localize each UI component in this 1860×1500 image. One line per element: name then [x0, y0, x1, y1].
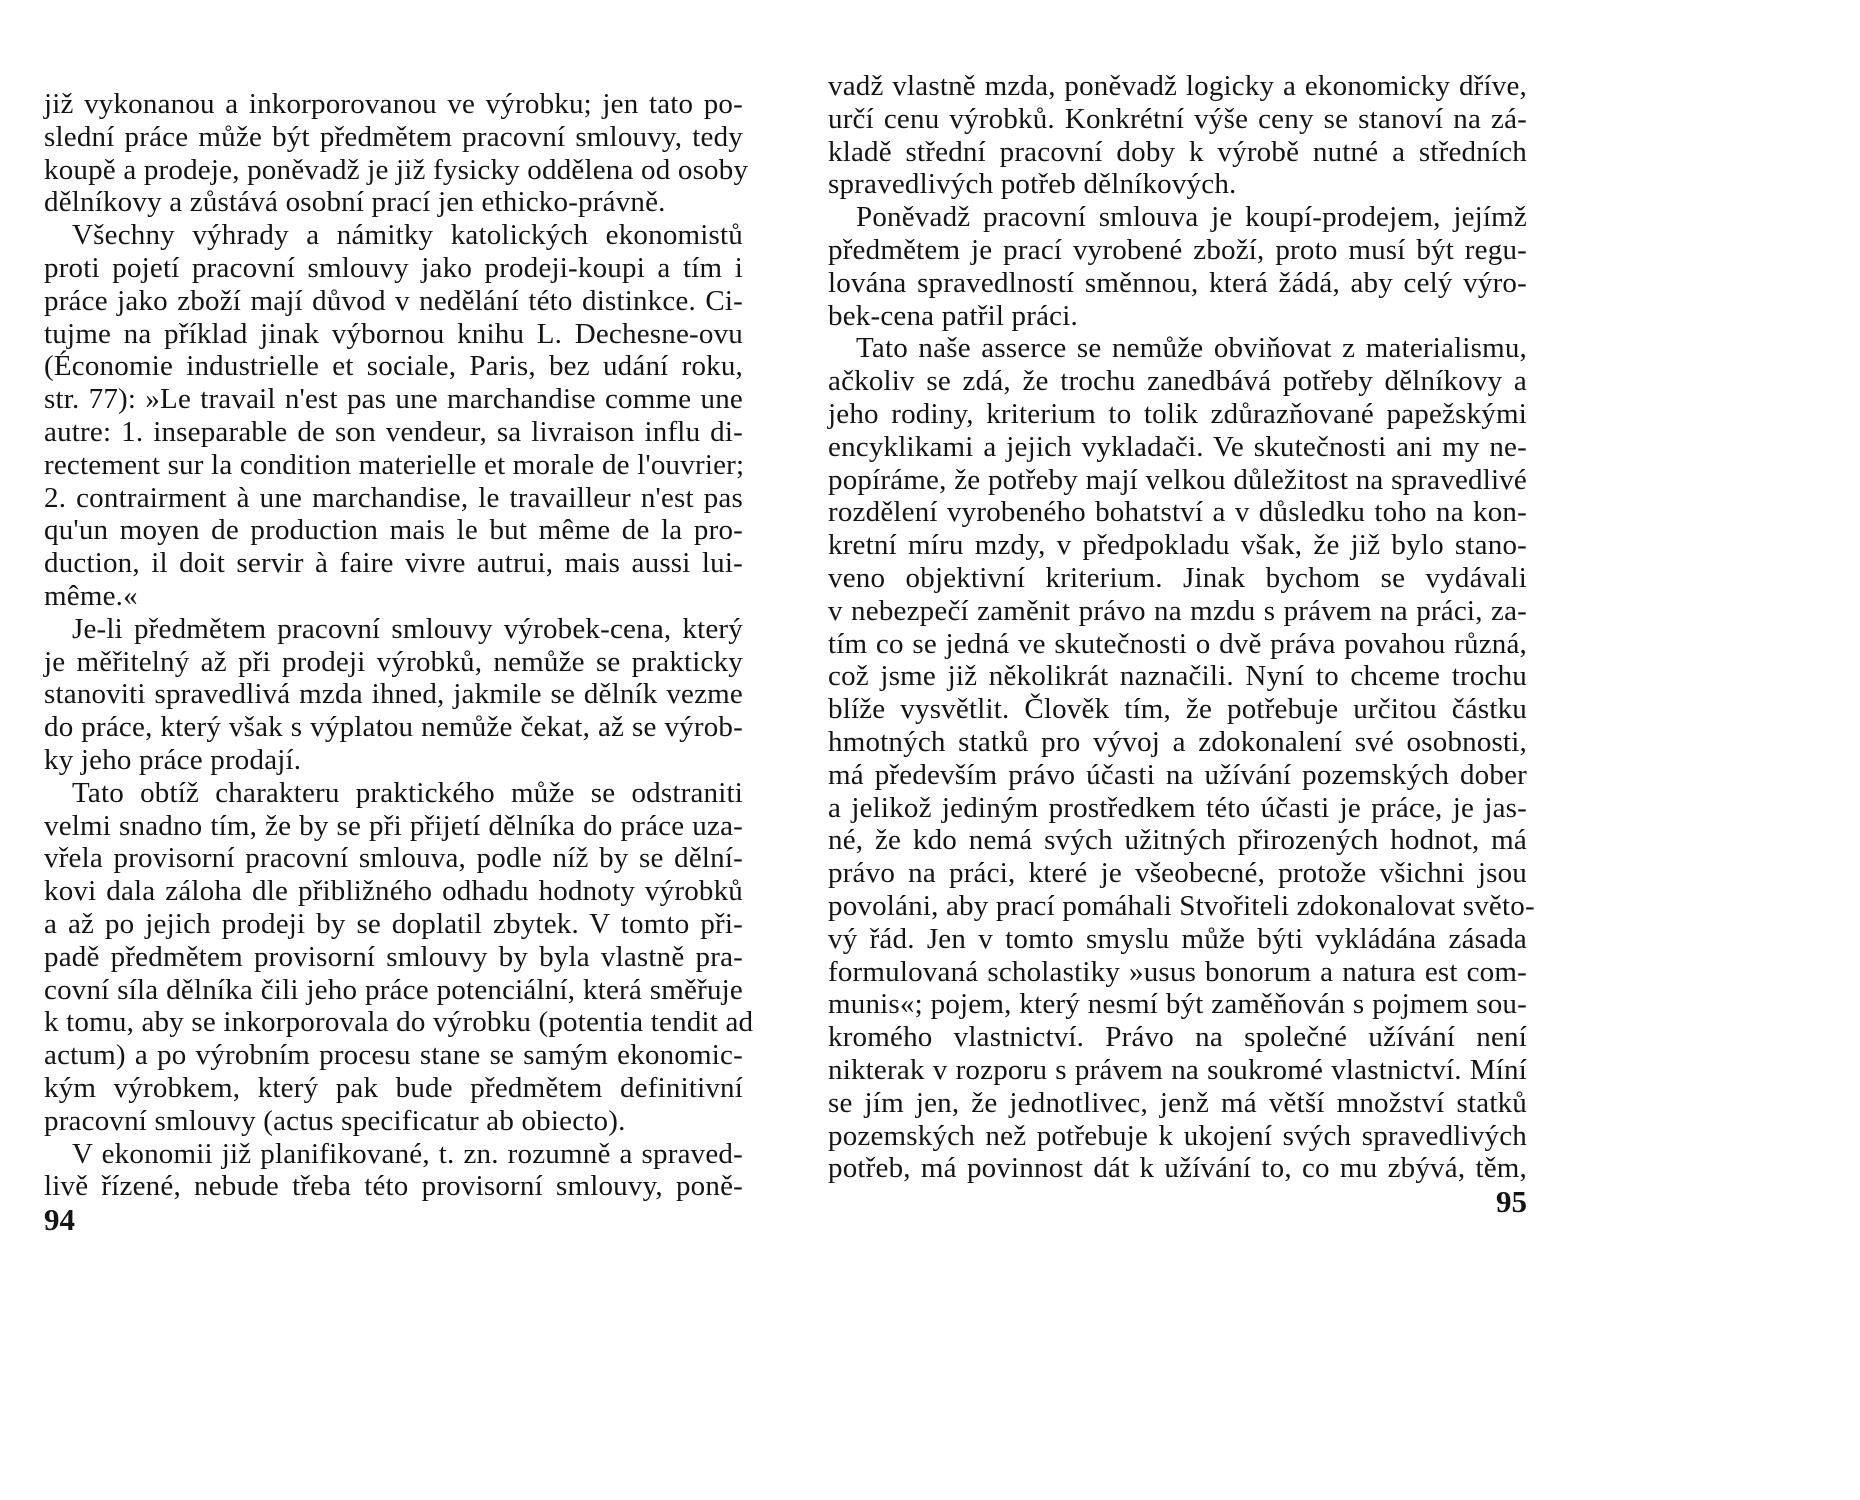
text-line: kromého vlastnictví. Právo na společné užívání není: [828, 1021, 1527, 1053]
text-line: blíže vysvětlit. Člověk tím, že potřebuje určitou částku: [828, 693, 1527, 725]
right-page: [828, 0, 1860, 1500]
text-line: proti pojetí pracovní smlouvy jako prodeji-koupi a tím i: [44, 252, 743, 284]
text-line: veno objektivní kriterium. Jinak bychom se vydávali: [828, 562, 1527, 594]
text-line: má především právo účasti na užívání pozemských dober: [828, 759, 1527, 791]
text-line: právo na práci, které je všeobecné, protože všichni jsou: [828, 857, 1527, 889]
text-line: je měřitelný až při prodeji výrobků, nemůže se prakticky: [44, 646, 743, 678]
text-line: vřela provisorní pracovní smlouva, podle níž by se dělní-: [44, 842, 743, 874]
text-line: Tato obtíž charakteru praktického může se odstraniti: [72, 777, 743, 809]
text-line: qu'un moyen de production mais le but même de la pro-: [44, 514, 743, 546]
text-line: duction, il doit servir à faire vivre autrui, mais aussi lui-: [44, 547, 743, 579]
text-line: velmi snadno tím, že by se při přijetí dělníka do práce uza-: [44, 810, 743, 842]
text-line: lována spravedlností směnnou, která žádá, aby celý výro-: [828, 267, 1527, 299]
text-line: ky jeho práce prodají.: [44, 744, 302, 776]
text-line: a jelikož jediným prostředkem této účasti je práce, je jas-: [828, 792, 1527, 824]
text-line: Je-li předmětem pracovní smlouvy výrobek-cena, který: [72, 613, 743, 645]
text-line: tujme na příklad jinak výbornou knihu L. Dechesne-ovu: [44, 318, 743, 350]
text-line: dělníkovy a zůstává osobní prací jen ethicko-právně.: [44, 186, 666, 218]
text-line: encyklikami a jejich vykladači. Ve skutečnosti ani my ne-: [828, 431, 1527, 463]
text-line: k tomu, aby se inkorporovala do výrobku (potentia tendit ad: [44, 1006, 754, 1038]
text-line: Tato naše asserce se nemůže obviňovat z materialismu,: [856, 332, 1527, 364]
text-line: covní síla dělníka čili jeho práce potenciální, která směřuje: [44, 974, 743, 1006]
text-line: kým výrobkem, který pak bude předmětem definitivní: [44, 1072, 743, 1104]
text-line: do práce, který však s výplatou nemůže čekat, až se výrob-: [44, 711, 743, 743]
text-line: pozemských než potřebuje k ukojení svých spravedlivých: [828, 1120, 1527, 1152]
text-line: Poněvadž pracovní smlouva je koupí-prodejem, jejímž: [856, 201, 1527, 233]
text-line: v nebezpečí zaměnit právo na mzdu s právem na práci, za-: [828, 595, 1527, 627]
text-line: livě řízené, nebude třeba této provisorní smlouvy, poně-: [44, 1170, 743, 1202]
text-line: padě předmětem provisorní smlouvy by byla vlastně pra-: [44, 941, 743, 973]
text-line: kladě střední pracovní doby k výrobě nutné a středních: [828, 136, 1527, 168]
text-line: stanoviti spravedlivá mzda ihned, jakmile se dělník vezme: [44, 678, 743, 710]
text-line: potřeb, má povinnost dát k užívání to, co mu zbývá, těm,: [828, 1152, 1527, 1184]
text-line: formulovaná scholastiky »usus bonorum a natura est com-: [828, 956, 1527, 988]
text-line: (Économie industrielle et sociale, Paris, bez udání roku,: [44, 350, 743, 382]
text-line: povoláni, aby prací pomáhali Stvořiteli zdokonalovat světo-: [828, 890, 1535, 922]
text-line: rozdělení vyrobeného bohatství a v důsledku toho na kon-: [828, 496, 1527, 528]
text-line: kretní míru mzdy, v předpokladu však, že již bylo stano-: [828, 529, 1527, 561]
text-line: pracovní smlouvy (actus specificatur ab obiecto).: [44, 1105, 626, 1137]
text-line: même.«: [44, 580, 138, 612]
text-line: a až po jejich prodeji by se doplatil zbytek. V tomto při-: [44, 908, 743, 940]
text-line: bek-cena patřil práci.: [828, 300, 1078, 332]
text-line: koupě a prodeje, poněvadž je již fysicky oddělena od osoby: [44, 154, 749, 186]
text-line: popíráme, že potřeby mají velkou důležitost na spravedlivé: [828, 464, 1527, 496]
text-line: určí cenu výrobků. Konkrétní výše ceny se stanoví na zá-: [828, 103, 1527, 135]
text-line: již vykonanou a inkorporovanou ve výrobku; jen tato po-: [44, 88, 743, 120]
text-line: rectement sur la condition materielle et morale de l'ouvrier;: [44, 449, 745, 481]
text-line: actum) a po výrobním procesu stane se samým ekonomic-: [44, 1039, 743, 1071]
text-line: vadž vlastně mzda, poněvadž logicky a ekonomicky dříve,: [828, 70, 1527, 102]
text-line: předmětem je prací vyrobené zboží, proto musí být regu-: [828, 234, 1527, 266]
text-line: munis«; pojem, který nesmí být zaměňován s pojmem sou-: [828, 988, 1527, 1020]
text-line: práce jako zboží mají důvod v nedělání této distinkce. Ci-: [44, 285, 743, 317]
text-line: slední práce může být předmětem pracovní smlouvy, tedy: [44, 121, 743, 153]
text-line: ačkoliv se zdá, že trochu zanedbává potřeby dělníkovy a: [828, 365, 1527, 397]
text-line: spravedlivých potřeb dělníkových.: [828, 168, 1237, 200]
text-line: str. 77): »Le travail n'est pas une marchandise comme une: [44, 383, 743, 415]
text-line: vý řád. Jen v tomto smyslu může býti vykládána zásada: [828, 923, 1527, 955]
text-line: né, že kdo nemá svých užitných přirozených hodnot, má: [828, 824, 1527, 856]
text-line: 2. contrairment à une marchandise, le travailleur n'est pas: [44, 482, 743, 514]
text-line: V ekonomii již planifikované, t. zn. rozumně a spraved-: [72, 1138, 743, 1170]
text-line: Všechny výhrady a námitky katolických ekonomistů: [72, 219, 743, 251]
text-line: hmotných statků pro vývoj a zdokonalení své osobnosti,: [828, 726, 1527, 758]
text-line: se jím jen, že jednotlivec, jenž má větší množství statků: [828, 1087, 1527, 1119]
page-number: 95: [1496, 1184, 1527, 1219]
text-line: což jsme již několikrát naznačili. Nyní to chceme trochu: [828, 660, 1527, 692]
text-line: jeho rodiny, kriterium to tolik zdůrazňované papežskými: [828, 398, 1527, 430]
text-line: kovi dala záloha dle přibližného odhadu hodnoty výrobků: [44, 875, 743, 907]
page-number: 94: [44, 1202, 75, 1237]
text-line: tím co se jedná ve skutečnosti o dvě práva povahou různá,: [828, 628, 1527, 660]
text-line: autre: 1. inseparable de son vendeur, sa livraison influ di-: [44, 416, 743, 448]
text-line: nikterak v rozporu s právem na soukromé vlastnictví. Míní: [828, 1054, 1527, 1086]
